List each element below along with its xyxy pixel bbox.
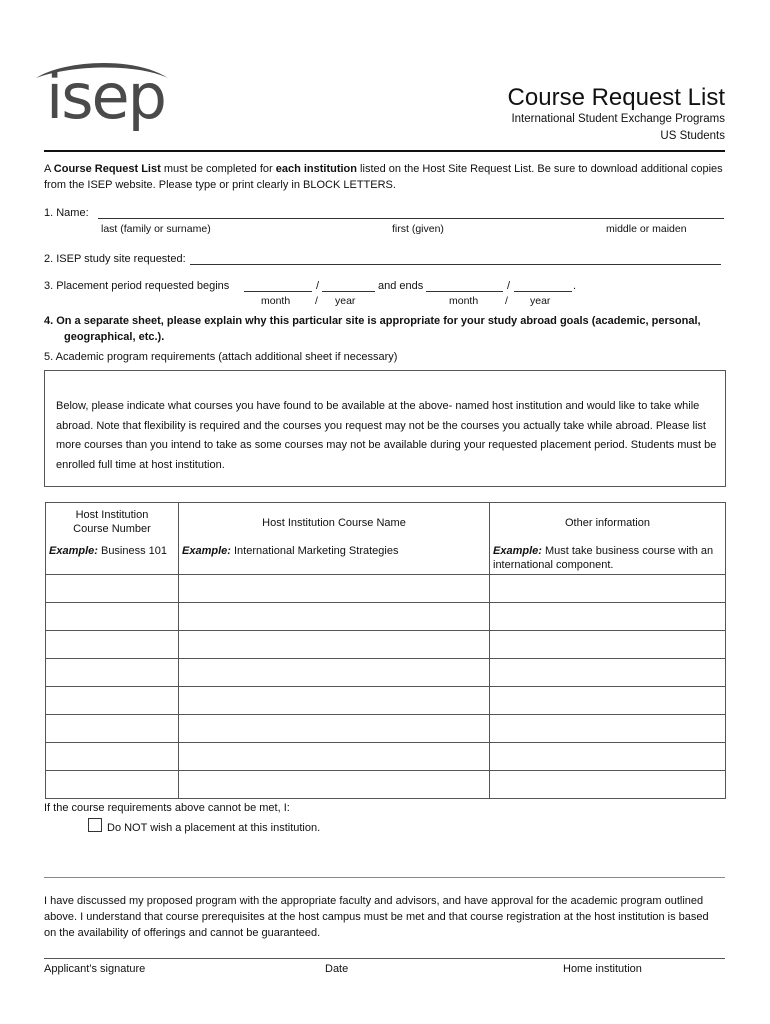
example-course-name: Example: International Marketing Strategies xyxy=(179,542,490,575)
cell-course-number[interactable] xyxy=(46,631,179,659)
end-slash-caption: / xyxy=(505,295,508,307)
home-institution-label: Home institution xyxy=(563,963,642,975)
fallback-label: If the course requirements above cannot be met, I: xyxy=(44,802,290,814)
cell-course-name[interactable] xyxy=(179,771,490,799)
header-other-info: Other information xyxy=(490,503,726,543)
header-course-name: Host Institution Course Name xyxy=(179,503,490,543)
cell-course-name[interactable] xyxy=(179,575,490,603)
table-row xyxy=(46,575,726,603)
name-label: 1. Name: xyxy=(44,207,89,219)
begin-year-caption: year xyxy=(335,295,356,307)
cell-course-name[interactable] xyxy=(179,603,490,631)
cell-course-number[interactable] xyxy=(46,771,179,799)
begin-month-line[interactable] xyxy=(244,279,312,292)
begin-slash-caption: / xyxy=(315,295,318,307)
date-label: Date xyxy=(325,963,349,975)
instructions-text: Below, please indicate what courses you have found to be available at the above- named host institution and would like to take while abroad. Note that flexibility is required and the courses you request may not be the courses you actually take while abroad. Please list more courses than you intend to take as some courses may not be available during your requested placement period. Students must be enrolled full time at host institution. xyxy=(56,400,717,471)
cell-other-info[interactable] xyxy=(490,687,726,715)
cell-other-info[interactable] xyxy=(490,715,726,743)
table-row xyxy=(46,603,726,631)
table-row xyxy=(46,631,726,659)
end-year-line[interactable] xyxy=(514,279,572,292)
table-row xyxy=(46,715,726,743)
applicant-signature-label: Applicant’s signature xyxy=(44,963,146,975)
end-dot: . xyxy=(573,280,577,292)
intro-paragraph: A Course Request List must be completed for each institution listed on the Host Site Request List. Be sure to download additional copies from the ISEP website. Please type or print clearly in BLOCK LETTERS. xyxy=(44,163,723,191)
cell-course-number[interactable] xyxy=(46,575,179,603)
logo-wordmark: isep xyxy=(46,60,166,133)
signature-line[interactable] xyxy=(44,958,725,959)
table-row xyxy=(46,771,726,799)
name-middle-caption: middle or maiden xyxy=(606,223,687,235)
cell-course-name[interactable] xyxy=(179,631,490,659)
cell-course-number[interactable] xyxy=(46,603,179,631)
cell-other-info[interactable] xyxy=(490,603,726,631)
end-month-caption: month xyxy=(449,295,479,307)
cell-other-info[interactable] xyxy=(490,659,726,687)
page-title: Course Request List xyxy=(507,84,725,111)
subtitle-line-1: International Student Exchange Programs xyxy=(511,113,725,125)
end-year-caption: year xyxy=(530,295,551,307)
subtitle-line-2: US Students xyxy=(660,130,725,142)
table-row xyxy=(46,687,726,715)
section-rule xyxy=(44,877,725,878)
question-4: 4. On a separate sheet, please explain why this particular site is appropriate for your study abroad goals (academic, personal, geographical, etc.). xyxy=(44,315,701,343)
cell-course-name[interactable] xyxy=(179,687,490,715)
period-label: 3. Placement period requested begins xyxy=(44,280,230,292)
header-course-number: Host Institution Course Number xyxy=(46,503,179,543)
cell-course-name[interactable] xyxy=(179,743,490,771)
end-month-line[interactable] xyxy=(426,279,503,292)
name-input-line[interactable] xyxy=(98,206,724,219)
name-last-caption: last (family or surname) xyxy=(101,223,211,235)
cell-course-name[interactable] xyxy=(179,715,490,743)
no-placement-checkbox[interactable] xyxy=(88,818,102,832)
begin-slash: / xyxy=(316,280,320,292)
end-slash: / xyxy=(507,280,511,292)
period-and-ends: and ends xyxy=(378,280,424,292)
cell-other-info[interactable] xyxy=(490,771,726,799)
cell-other-info[interactable] xyxy=(490,575,726,603)
cell-course-number[interactable] xyxy=(46,687,179,715)
header-rule xyxy=(44,150,725,152)
begin-month-caption: month xyxy=(261,295,291,307)
cell-course-number[interactable] xyxy=(46,659,179,687)
name-first-caption: first (given) xyxy=(392,223,444,235)
page-subtitle xyxy=(511,111,725,145)
table-row xyxy=(46,659,726,687)
example-other-info: Example: Must take business course with an international component. xyxy=(490,542,726,575)
site-label: 2. ISEP study site requested: xyxy=(44,253,186,265)
example-course-number: Example: Business 101 xyxy=(46,542,179,575)
site-input-line[interactable] xyxy=(190,252,721,265)
cell-course-number[interactable] xyxy=(46,715,179,743)
courses-table xyxy=(45,502,726,799)
table-example-row xyxy=(46,542,726,575)
cell-course-number[interactable] xyxy=(46,743,179,771)
cell-other-info[interactable] xyxy=(490,743,726,771)
question-5: 5. Academic program requirements (attach additional sheet if necessary) xyxy=(44,351,398,363)
cell-course-name[interactable] xyxy=(179,659,490,687)
approval-statement: I have discussed my proposed program with the appropriate faculty and advisors, and have approval for the academic program outlined above. I understand that course prerequisites at the host campus must be met and that course registration at the host institution is based on the availability of offerings and cannot be guaranteed. xyxy=(44,895,709,939)
isep-logo xyxy=(34,56,174,136)
no-placement-label: Do NOT wish a placement at this institution. xyxy=(107,822,321,834)
begin-year-line[interactable] xyxy=(322,279,375,292)
instructions-box xyxy=(44,370,726,487)
cell-other-info[interactable] xyxy=(490,631,726,659)
table-header-row xyxy=(46,503,726,543)
table-row xyxy=(46,743,726,771)
